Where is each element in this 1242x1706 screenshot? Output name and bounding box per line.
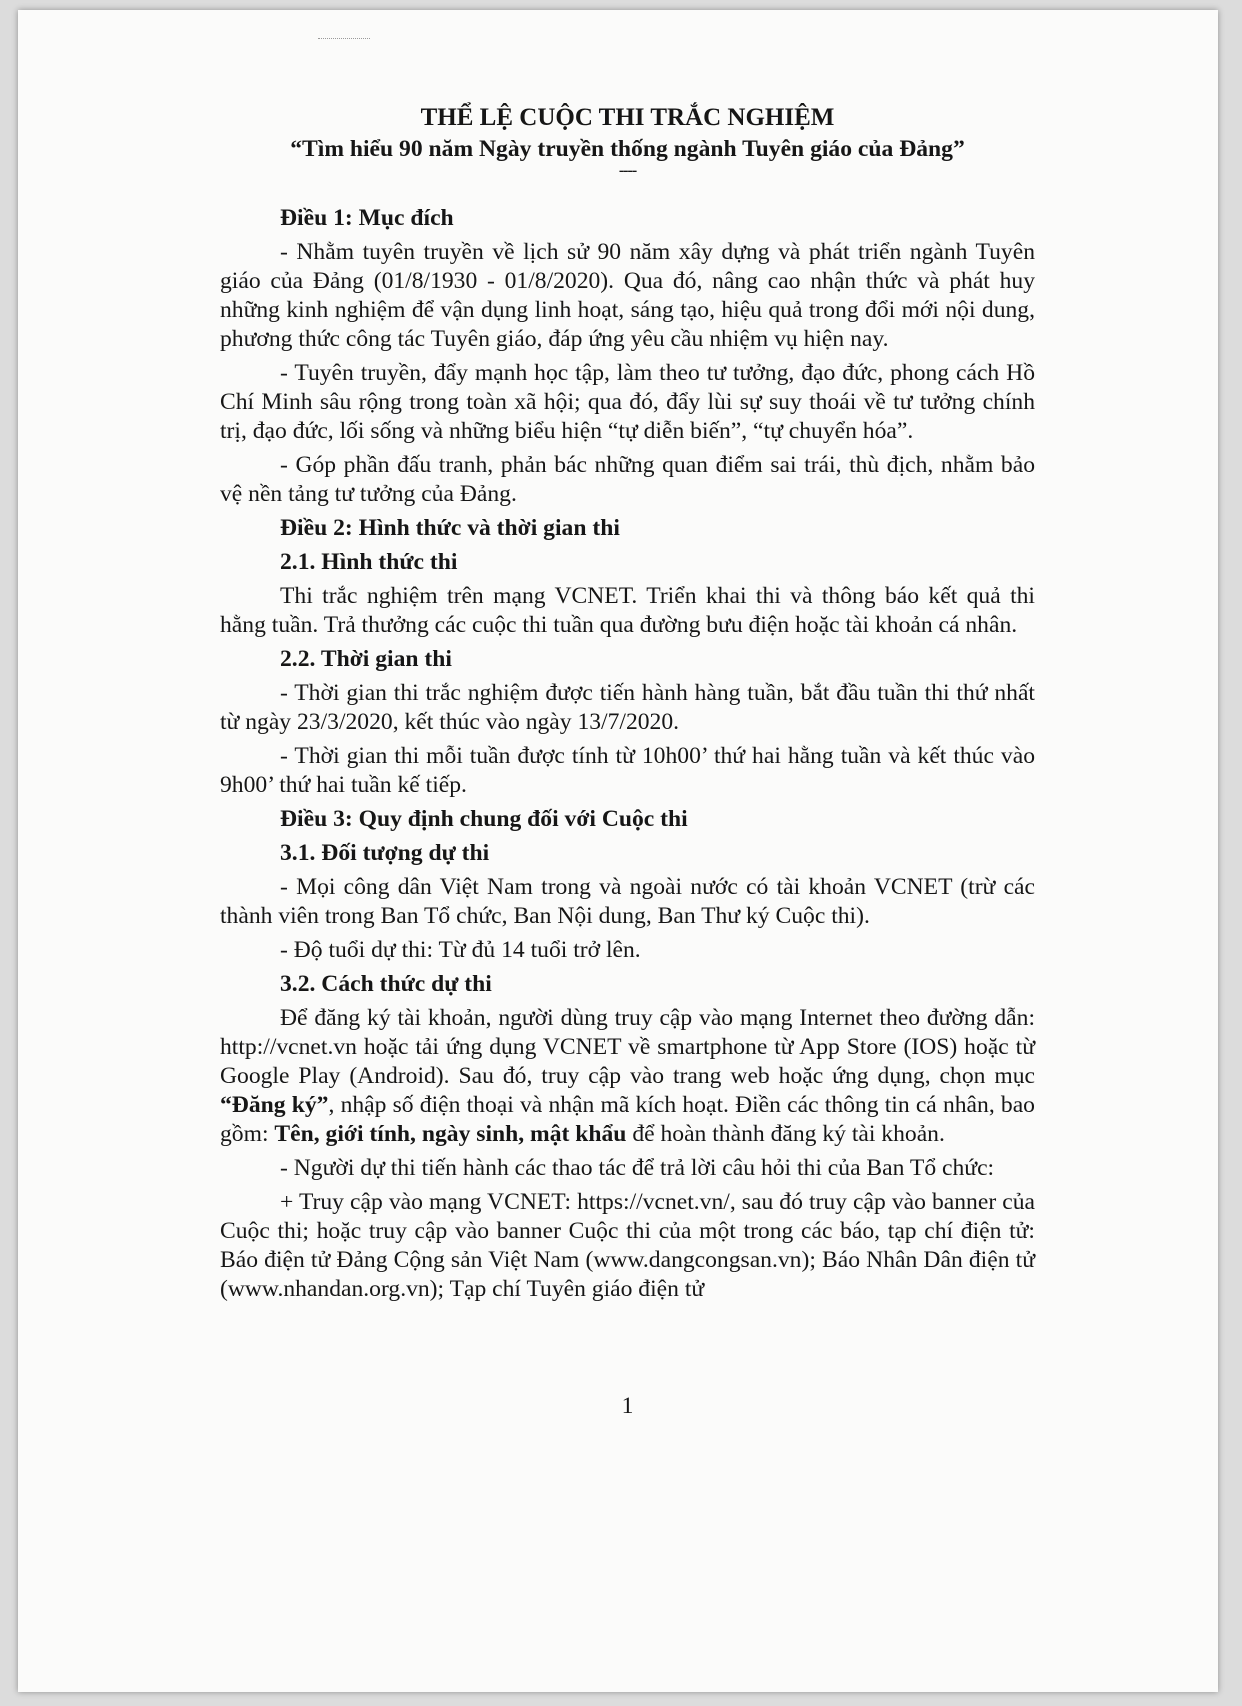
section-3-1-paragraph-2: - Độ tuổi dự thi: Từ đủ 14 tuổi trở lên. [280, 937, 641, 963]
section-2-2-paragraph-2: - Thời gian thi mỗi tuần được tính từ 10h00’ thứ hai hằng tuần và kết thúc vào 9h00’ thứ hai tuần kế tiếp. [220, 743, 1035, 798]
paragraph-text: , nhập số điện thoại và nhận mã kích hoạt. Điền các thông tin cá nhân, bao gồm: [220, 1092, 1035, 1147]
document-title: THỂ LỆ CUỘC THI TRẮC NGHIỆM [420, 104, 835, 131]
scan-mark [318, 38, 370, 39]
page-number: 1 [621, 1393, 634, 1419]
section-3-2-paragraph-1 [220, 1004, 1035, 1149]
section-3-1-heading: 3.1. Đối tượng dự thi [280, 840, 490, 866]
required-fields: Tên, giới tính, ngày sinh, mật khẩu [274, 1121, 627, 1147]
section-2-1-paragraph-1: Thi trắc nghiệm trên mạng VCNET. Triển khai thi và thông báo kết quả thi hằng tuần. Trả thưởng các cuộc thi tuần qua đường bưu điện hoặc tài khoản cá nhân. [220, 583, 1035, 638]
article-1-paragraph-2: - Tuyên truyền, đẩy mạnh học tập, làm theo tư tưởng, đạo đức, phong cách Hồ Chí Minh sâu rộng trong toàn xã hội; qua đó, đẩy lùi sự suy thoái về tư tưởng chính trị, đạo đức, lối sống và những biểu hiện “tự diễn biến”, “tự chuyển hóa”. [220, 360, 1035, 444]
section-3-2-heading: 3.2. Cách thức dự thi [280, 971, 492, 997]
article-2-heading: Điều 2: Hình thức và thời gian thi [280, 515, 620, 541]
document-page [18, 10, 1218, 1692]
title-separator: ---- [618, 162, 637, 179]
section-3-1-paragraph-1: - Mọi công dân Việt Nam trong và ngoài nước có tài khoản VCNET (trừ các thành viên trong Ban Tổ chức, Ban Nội dung, Ban Thư ký Cuộc thi). [220, 874, 1035, 929]
paragraph-text: để hoàn thành đăng ký tài khoản. [626, 1121, 945, 1147]
document-body [220, 102, 1035, 1419]
section-2-2-paragraph-1: - Thời gian thi trắc nghiệm được tiến hành hàng tuần, bắt đầu tuần thi thứ nhất từ ngày 23/3/2020, kết thúc vào ngày 13/7/2020. [220, 680, 1035, 735]
register-keyword: “Đăng ký” [220, 1092, 329, 1118]
paragraph-text: Để đăng ký tài khoản, người dùng truy cập vào mạng Internet theo đường dẫn: http://vcnet.vn hoặc tải ứng dụng VCNET về smartphone từ App Store (IOS) hoặc từ Google Play (Android). Sau đó, truy cập vào trang web hoặc ứng dụng, chọn mục [220, 1005, 1035, 1089]
article-1-heading: Điều 1: Mục đích [280, 205, 454, 231]
section-2-2-heading: 2.2. Thời gian thi [280, 646, 452, 672]
document-subtitle: “Tìm hiểu 90 năm Ngày truyền thống ngành Tuyên giáo của Đảng” [290, 136, 965, 162]
section-3-2-paragraph-3: + Truy cập vào mạng VCNET: https://vcnet.vn/, sau đó truy cập vào banner của Cuộc thi; hoặc truy cập vào banner Cuộc thi của một trong các báo, tạp chí điện tử: Báo điện tử Đảng Cộng sản Việt Nam (www.dangcongsan.vn); Báo Nhân Dân điện tử (www.nhandan.org.vn); Tạp chí Tuyên giáo điện tử [220, 1189, 1035, 1302]
article-1-paragraph-1: - Nhằm tuyên truyền về lịch sử 90 năm xây dựng và phát triển ngành Tuyên giáo của Đảng (01/8/1930 - 01/8/2020). Qua đó, nâng cao nhận thức và phát huy những kinh nghiệm để vận dụng linh hoạt, sáng tạo, hiệu quả trong đổi mới nội dung, phương thức công tác Tuyên giáo, đáp ứng yêu cầu nhiệm vụ hiện nay. [220, 239, 1035, 352]
article-3-heading: Điều 3: Quy định chung đối với Cuộc thi [280, 806, 688, 832]
section-3-2-paragraph-2: - Người dự thi tiến hành các thao tác để trả lời câu hỏi thi của Ban Tổ chức: [280, 1155, 995, 1181]
section-2-1-heading: 2.1. Hình thức thi [280, 549, 458, 575]
article-1-paragraph-3: - Góp phần đấu tranh, phản bác những quan điểm sai trái, thù địch, nhằm bảo vệ nền tảng tư tưởng của Đảng. [220, 452, 1035, 507]
